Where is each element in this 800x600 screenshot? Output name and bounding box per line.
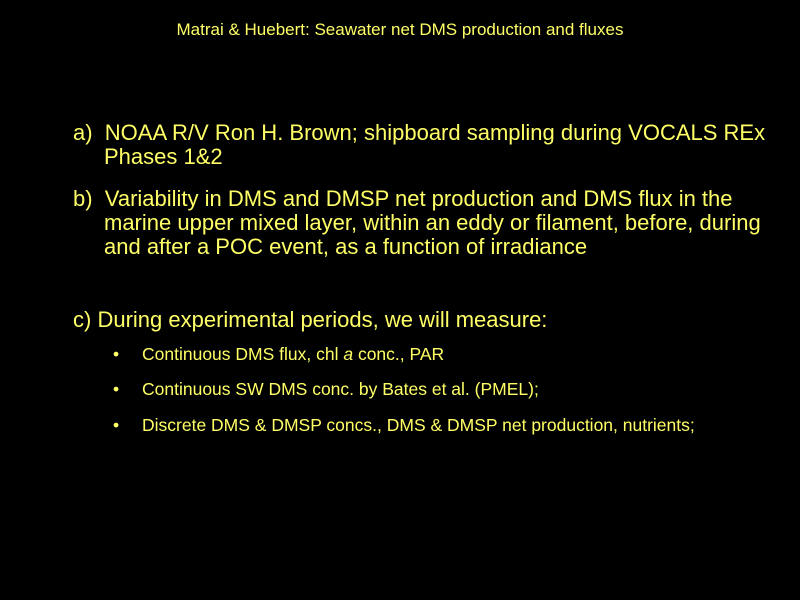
list-item-a: [73, 121, 794, 169]
bullet-item-2: [113, 380, 753, 399]
list-item-b: [73, 187, 794, 259]
list-item-a-marker: a): [73, 120, 93, 145]
list-item-b-marker: b): [73, 186, 93, 211]
bullet-text-1: [113, 345, 753, 364]
bullet-item-1: [113, 345, 753, 364]
list-item-a-text: NOAA R/V Ron H. Brown; shipboard sampling during VOCALS REx Phases 1&2: [104, 120, 766, 169]
bullet-symbol-1: •: [113, 344, 120, 364]
bullet-text-1-part-after: conc., PAR: [353, 344, 445, 364]
bullet-text-1-part-before: Continuous DMS flux, chl: [142, 344, 344, 364]
bullet-text-1-italic: a: [343, 344, 354, 364]
list-item-b-text: Variability in DMS and DMSP net production and DMS flux in the marine upper mixed layer, within an eddy or filament, before, during and after a POC event, as a function of irradiance: [104, 186, 761, 259]
bullet-symbol-3: •: [113, 415, 120, 435]
list-item-c-text: During experimental periods, we will measure:: [97, 307, 548, 332]
bullet-symbol-2: •: [113, 379, 120, 399]
list-item-c-marker: c): [73, 307, 92, 332]
bullet-item-3: [113, 416, 753, 435]
slide-title: Matrai & Huebert: Seawater net DMS production and fluxes: [176, 20, 624, 39]
list-item-c: [73, 308, 794, 332]
bullet-text-3: Discrete DMS & DMSP concs., DMS & DMSP net production, nutrients;: [142, 415, 695, 435]
bullet-text-2: Continuous SW DMS conc. by Bates et al. (PMEL);: [142, 379, 539, 399]
